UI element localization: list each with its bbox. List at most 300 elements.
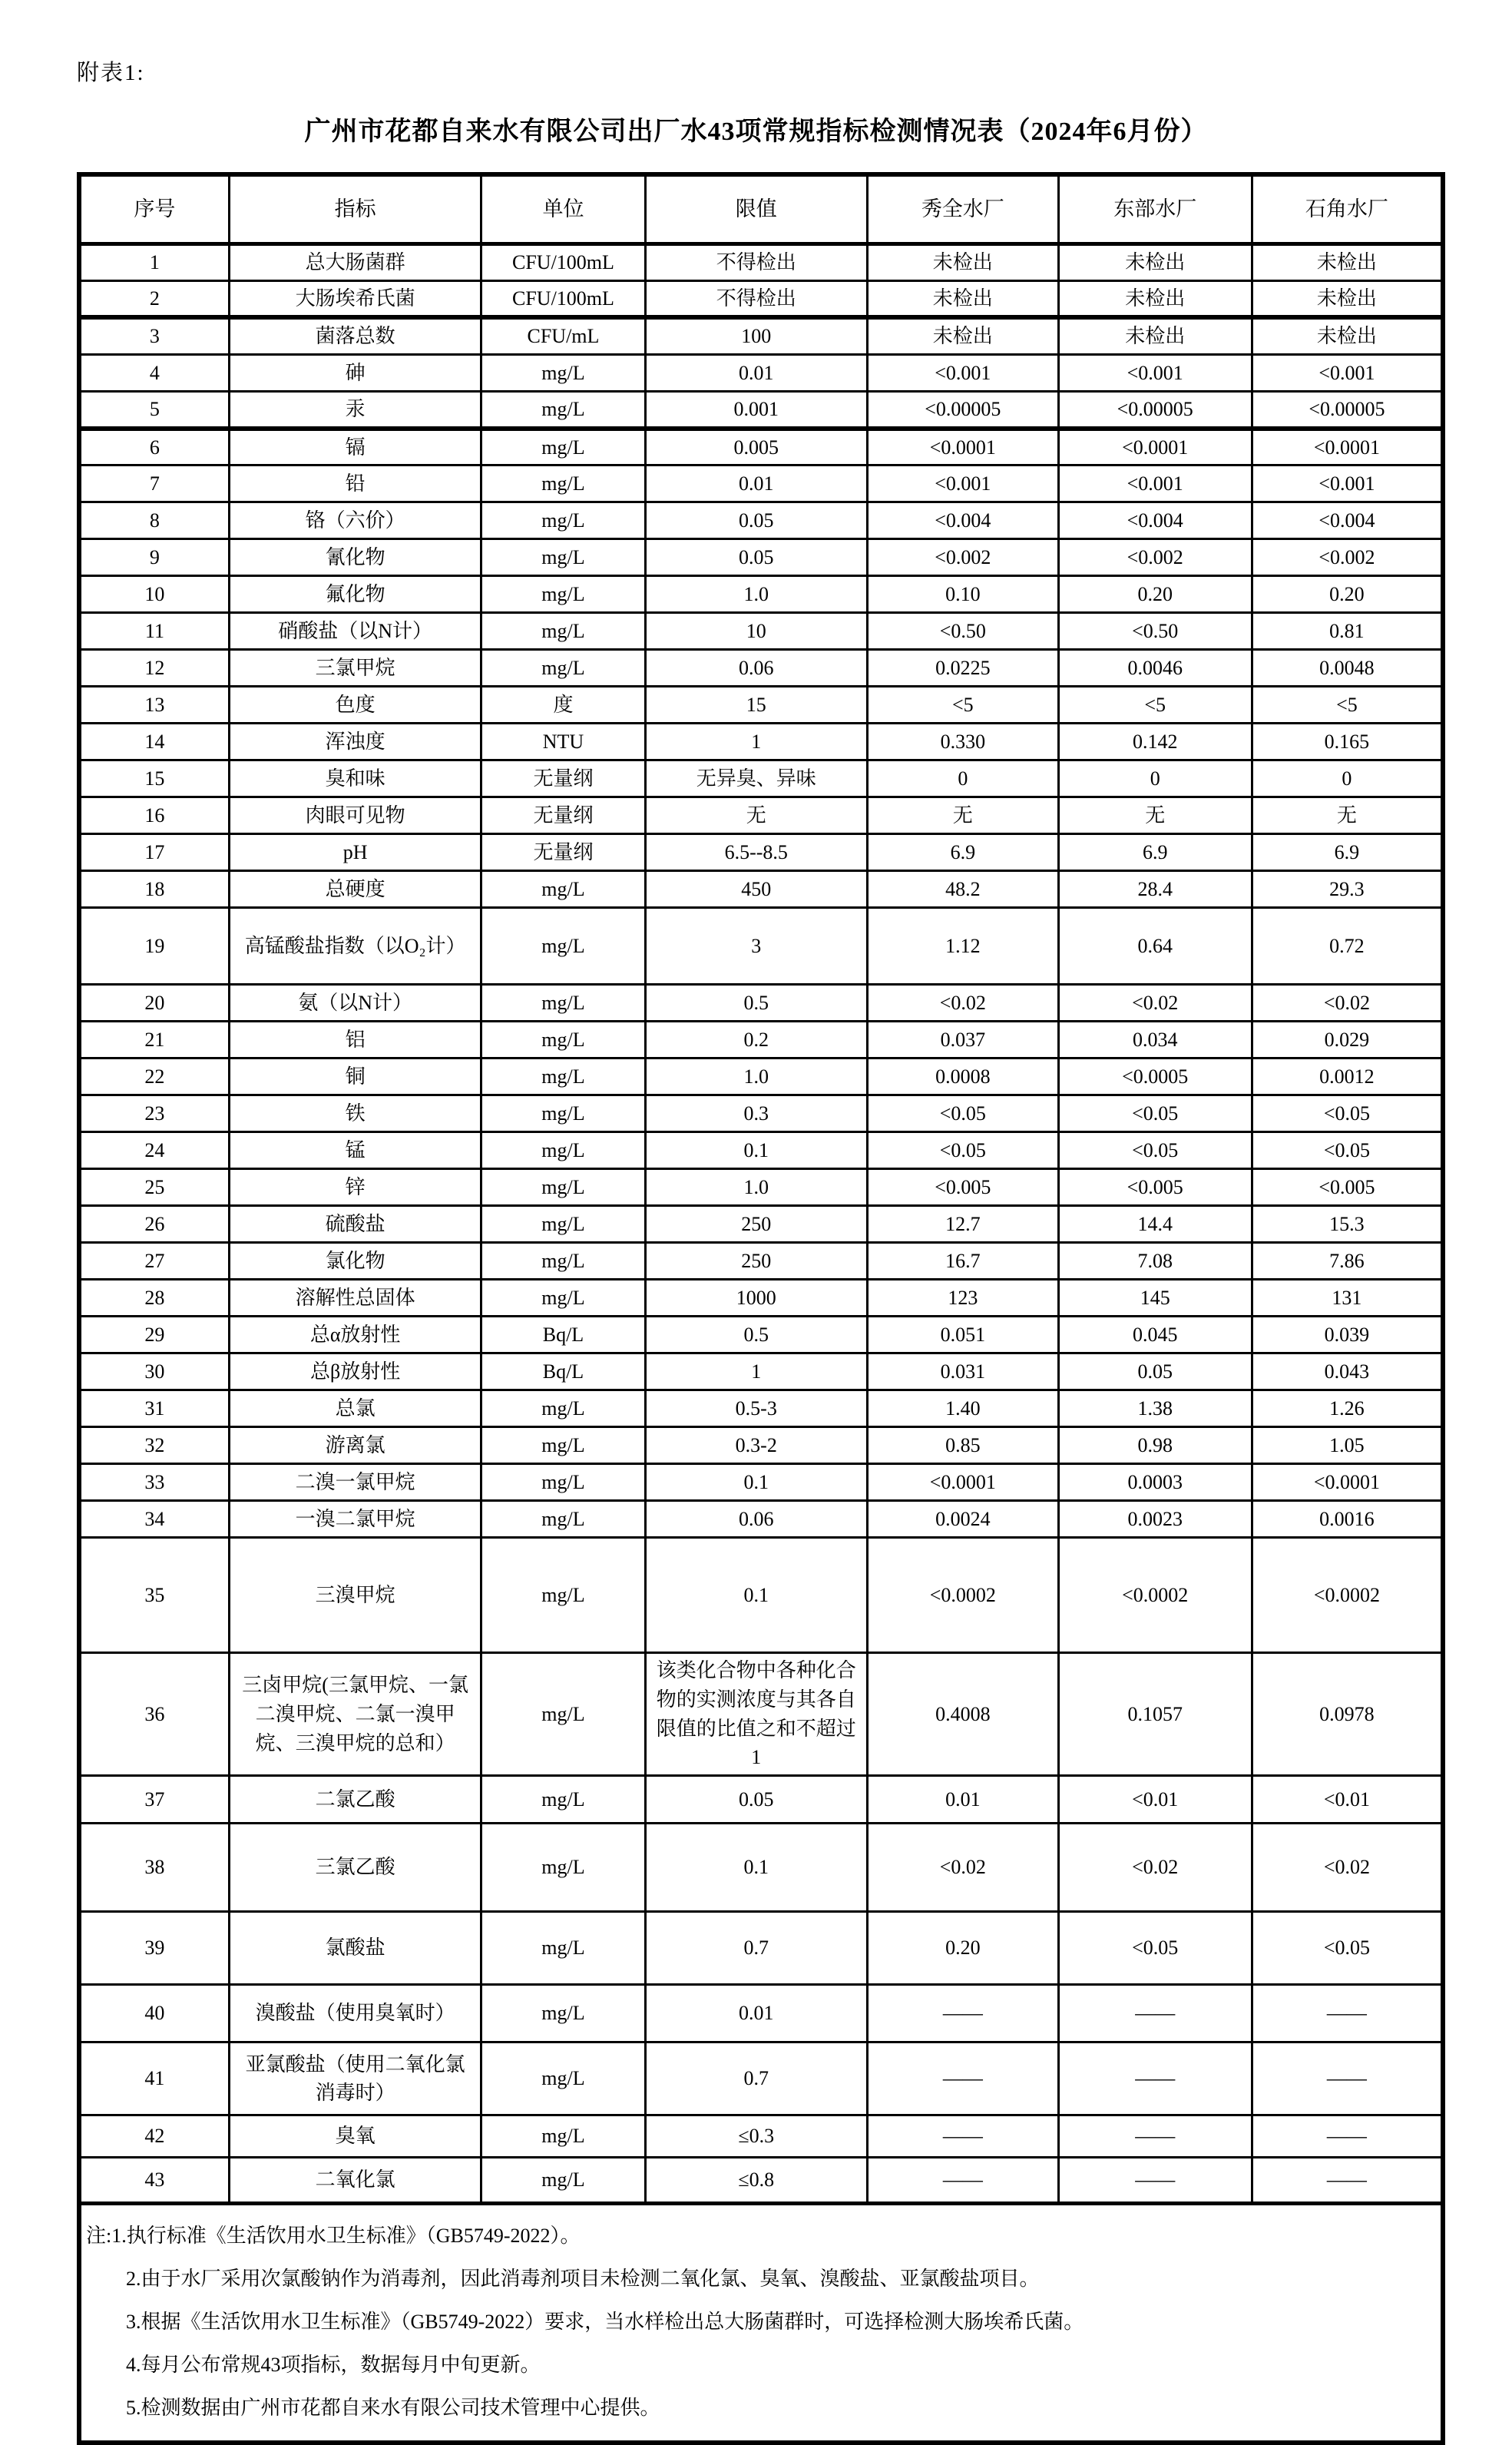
limit-cell: 不得检出 xyxy=(645,280,867,317)
xiuquan-value-cell: 48.2 xyxy=(868,871,1059,908)
shijiao-value-cell: 15.3 xyxy=(1252,1206,1443,1243)
table-row xyxy=(79,1464,1443,1501)
unit-cell: mg/L xyxy=(481,354,645,391)
shijiao-value-cell: 0.0048 xyxy=(1252,650,1443,687)
table-row xyxy=(79,650,1443,687)
indicator-cell: 二氧化氯 xyxy=(229,2158,481,2204)
unit-cell: mg/L xyxy=(481,1280,645,1317)
unit-cell: CFU/100mL xyxy=(481,280,645,317)
annex-label: 附表1: xyxy=(77,61,145,85)
table-row xyxy=(79,465,1443,502)
indicator-cell: 铬（六价） xyxy=(229,502,481,539)
dongbu-value-cell: <0.05 xyxy=(1058,1912,1252,1985)
table-row xyxy=(79,908,1443,985)
col-header-limit: 限值 xyxy=(645,174,867,244)
table-row xyxy=(79,797,1443,834)
shijiao-value-cell: <0.004 xyxy=(1252,502,1443,539)
dongbu-value-cell: 0.98 xyxy=(1058,1427,1252,1464)
shijiao-value-cell: <0.00005 xyxy=(1252,391,1443,428)
dongbu-value-cell: <0.05 xyxy=(1058,1132,1252,1169)
indicator-cell: 大肠埃希氏菌 xyxy=(229,280,481,317)
table-row xyxy=(79,834,1443,871)
dongbu-value-cell: 未检出 xyxy=(1058,244,1252,280)
shijiao-value-cell: 0.165 xyxy=(1252,724,1443,760)
unit-cell: Bq/L xyxy=(481,1317,645,1353)
limit-cell: 0.1 xyxy=(645,1464,867,1501)
limit-cell: 0.1 xyxy=(645,1824,867,1912)
table-row xyxy=(79,354,1443,391)
limit-cell: 0.05 xyxy=(645,1776,867,1824)
limit-cell: 0.06 xyxy=(645,650,867,687)
xiuquan-value-cell: <0.001 xyxy=(868,354,1059,391)
unit-cell: 无量纲 xyxy=(481,797,645,834)
table-row xyxy=(79,985,1443,1022)
xiuquan-value-cell: 0.85 xyxy=(868,1427,1059,1464)
shijiao-value-cell: 0.81 xyxy=(1252,613,1443,650)
table-body xyxy=(79,244,1443,2204)
xiuquan-value-cell: <0.00005 xyxy=(868,391,1059,428)
shijiao-value-cell: 未检出 xyxy=(1252,280,1443,317)
unit-cell: mg/L xyxy=(481,1022,645,1059)
dongbu-value-cell: 0.05 xyxy=(1058,1353,1252,1390)
unit-cell: mg/L xyxy=(481,1206,645,1243)
row-number-cell: 26 xyxy=(79,1206,229,1243)
xiuquan-value-cell: 0.051 xyxy=(868,1317,1059,1353)
row-number-cell: 1 xyxy=(79,244,229,280)
xiuquan-value-cell: 123 xyxy=(868,1280,1059,1317)
shijiao-value-cell: 0.039 xyxy=(1252,1317,1443,1353)
indicator-cell: 三溴甲烷 xyxy=(229,1538,481,1653)
limit-cell: 0.05 xyxy=(645,539,867,576)
table-row xyxy=(79,1390,1443,1427)
indicator-cell: 一溴二氯甲烷 xyxy=(229,1501,481,1538)
shijiao-value-cell: 0.029 xyxy=(1252,1022,1443,1059)
unit-cell: mg/L xyxy=(481,391,645,428)
xiuquan-value-cell: 未检出 xyxy=(868,280,1059,317)
indicator-cell: 游离氯 xyxy=(229,1427,481,1464)
shijiao-value-cell: 1.05 xyxy=(1252,1427,1443,1464)
limit-cell: 0.3 xyxy=(645,1095,867,1132)
row-number-cell: 3 xyxy=(79,317,229,354)
limit-cell: 0.01 xyxy=(645,1985,867,2042)
table-row xyxy=(79,1985,1443,2042)
xiuquan-value-cell: 12.7 xyxy=(868,1206,1059,1243)
indicator-cell: 三卤甲烷(三氯甲烷、一氯二溴甲烷、二氯一溴甲烷、三溴甲烷的总和） xyxy=(229,1653,481,1776)
table-row xyxy=(79,1317,1443,1353)
dongbu-value-cell: 0 xyxy=(1058,760,1252,797)
limit-cell: 0.01 xyxy=(645,465,867,502)
limit-cell: 无异臭、异味 xyxy=(645,760,867,797)
shijiao-value-cell: <0.002 xyxy=(1252,539,1443,576)
unit-cell: 无量纲 xyxy=(481,834,645,871)
shijiao-value-cell: 0.0012 xyxy=(1252,1059,1443,1095)
dongbu-value-cell: 未检出 xyxy=(1058,280,1252,317)
xiuquan-value-cell: 16.7 xyxy=(868,1243,1059,1280)
table-row xyxy=(79,1206,1443,1243)
table-row xyxy=(79,280,1443,317)
xiuquan-value-cell: 0.0225 xyxy=(868,650,1059,687)
limit-cell: 0.5 xyxy=(645,985,867,1022)
shijiao-value-cell: <0.0002 xyxy=(1252,1538,1443,1653)
xiuquan-value-cell: 未检出 xyxy=(868,317,1059,354)
row-number-cell: 33 xyxy=(79,1464,229,1501)
unit-cell: mg/L xyxy=(481,613,645,650)
shijiao-value-cell: <0.001 xyxy=(1252,465,1443,502)
shijiao-value-cell: —— xyxy=(1252,1985,1443,2042)
xiuquan-value-cell: 0.10 xyxy=(868,576,1059,613)
dongbu-value-cell: <0.002 xyxy=(1058,539,1252,576)
xiuquan-value-cell: —— xyxy=(868,1985,1059,2042)
table-row xyxy=(79,1095,1443,1132)
row-number-cell: 18 xyxy=(79,871,229,908)
shijiao-value-cell: 0.72 xyxy=(1252,908,1443,985)
notes-row xyxy=(79,2204,1443,2443)
indicator-cell: 铜 xyxy=(229,1059,481,1095)
unit-cell: mg/L xyxy=(481,2042,645,2115)
unit-cell: mg/L xyxy=(481,650,645,687)
dongbu-value-cell: 0.045 xyxy=(1058,1317,1252,1353)
shijiao-value-cell: —— xyxy=(1252,2158,1443,2204)
xiuquan-value-cell: <0.005 xyxy=(868,1169,1059,1206)
row-number-cell: 2 xyxy=(79,280,229,317)
indicator-cell: 总β放射性 xyxy=(229,1353,481,1390)
limit-cell: 1 xyxy=(645,724,867,760)
limit-cell: 0.1 xyxy=(645,1132,867,1169)
unit-cell: mg/L xyxy=(481,1912,645,1985)
indicator-cell: 铝 xyxy=(229,1022,481,1059)
dongbu-value-cell: 1.38 xyxy=(1058,1390,1252,1427)
table-row xyxy=(79,760,1443,797)
col-header-no: 序号 xyxy=(79,174,229,244)
limit-cell: 1.0 xyxy=(645,576,867,613)
limit-cell: 0.01 xyxy=(645,354,867,391)
dongbu-value-cell: <0.50 xyxy=(1058,613,1252,650)
table-row xyxy=(79,1243,1443,1280)
row-number-cell: 37 xyxy=(79,1776,229,1824)
unit-cell: mg/L xyxy=(481,539,645,576)
dongbu-value-cell: 14.4 xyxy=(1058,1206,1252,1243)
unit-cell: mg/L xyxy=(481,908,645,985)
indicator-cell: 镉 xyxy=(229,429,481,465)
xiuquan-value-cell: <0.02 xyxy=(868,985,1059,1022)
limit-cell: 不得检出 xyxy=(645,244,867,280)
limit-cell: 450 xyxy=(645,871,867,908)
note-line-4: 4.每月公布常规43项指标，数据每月中旬更新。 xyxy=(126,2353,541,2376)
xiuquan-value-cell: 0.037 xyxy=(868,1022,1059,1059)
row-number-cell: 14 xyxy=(79,724,229,760)
xiuquan-value-cell: —— xyxy=(868,2158,1059,2204)
limit-cell: 0.5 xyxy=(645,1317,867,1353)
table-row xyxy=(79,317,1443,354)
shijiao-value-cell: 1.26 xyxy=(1252,1390,1443,1427)
xiuquan-value-cell: <0.004 xyxy=(868,502,1059,539)
dongbu-value-cell: 0.034 xyxy=(1058,1022,1252,1059)
row-number-cell: 5 xyxy=(79,391,229,428)
col-header-xiuquan-plant: 秀全水厂 xyxy=(868,174,1059,244)
row-number-cell: 22 xyxy=(79,1059,229,1095)
table-row xyxy=(79,391,1443,428)
indicator-cell: 氯酸盐 xyxy=(229,1912,481,1985)
table-row xyxy=(79,539,1443,576)
dongbu-value-cell: 7.08 xyxy=(1058,1243,1252,1280)
dongbu-value-cell: 6.9 xyxy=(1058,834,1252,871)
xiuquan-value-cell: 0.0008 xyxy=(868,1059,1059,1095)
shijiao-value-cell: 7.86 xyxy=(1252,1243,1443,1280)
dongbu-value-cell: 0.0003 xyxy=(1058,1464,1252,1501)
table-row xyxy=(79,1538,1443,1653)
row-number-cell: 24 xyxy=(79,1132,229,1169)
table-row xyxy=(79,1169,1443,1206)
shijiao-value-cell: 0 xyxy=(1252,760,1443,797)
table-row xyxy=(79,429,1443,465)
limit-cell: 0.06 xyxy=(645,1501,867,1538)
unit-cell: mg/L xyxy=(481,1464,645,1501)
row-number-cell: 30 xyxy=(79,1353,229,1390)
limit-cell: 该类化合物中各种化合物的实测浓度与其各自限值的比值之和不超过1 xyxy=(645,1653,867,1776)
row-number-cell: 8 xyxy=(79,502,229,539)
row-number-cell: 17 xyxy=(79,834,229,871)
unit-cell: mg/L xyxy=(481,576,645,613)
xiuquan-value-cell: 0.4008 xyxy=(868,1653,1059,1776)
col-header-indicator: 指标 xyxy=(229,174,481,244)
xiuquan-value-cell: 1.40 xyxy=(868,1390,1059,1427)
unit-cell: NTU xyxy=(481,724,645,760)
row-number-cell: 12 xyxy=(79,650,229,687)
col-header-unit: 单位 xyxy=(481,174,645,244)
table-row xyxy=(79,1280,1443,1317)
shijiao-value-cell: <0.05 xyxy=(1252,1912,1443,1985)
unit-cell: mg/L xyxy=(481,1501,645,1538)
dongbu-value-cell: 0.64 xyxy=(1058,908,1252,985)
unit-cell: mg/L xyxy=(481,1059,645,1095)
indicator-cell: 硫酸盐 xyxy=(229,1206,481,1243)
table-row xyxy=(79,1912,1443,1985)
limit-cell: 6.5--8.5 xyxy=(645,834,867,871)
dongbu-value-cell: 未检出 xyxy=(1058,317,1252,354)
unit-cell: mg/L xyxy=(481,1538,645,1653)
indicator-cell: 三氯甲烷 xyxy=(229,650,481,687)
xiuquan-value-cell: <0.0001 xyxy=(868,1464,1059,1501)
shijiao-value-cell: —— xyxy=(1252,2115,1443,2158)
row-number-cell: 36 xyxy=(79,1653,229,1776)
table-row xyxy=(79,1501,1443,1538)
unit-cell: mg/L xyxy=(481,985,645,1022)
row-number-cell: 16 xyxy=(79,797,229,834)
indicator-cell: 锰 xyxy=(229,1132,481,1169)
indicator-cell: 臭氧 xyxy=(229,2115,481,2158)
limit-cell: 15 xyxy=(645,687,867,724)
indicator-cell: 二溴一氯甲烷 xyxy=(229,1464,481,1501)
unit-cell: CFU/100mL xyxy=(481,244,645,280)
shijiao-value-cell: 0.043 xyxy=(1252,1353,1443,1390)
xiuquan-value-cell: 0.031 xyxy=(868,1353,1059,1390)
dongbu-value-cell: <0.02 xyxy=(1058,985,1252,1022)
indicator-cell: pH xyxy=(229,834,481,871)
shijiao-value-cell: 0.0016 xyxy=(1252,1501,1443,1538)
table-row xyxy=(79,2158,1443,2204)
col-header-dongbu-plant: 东部水厂 xyxy=(1058,174,1252,244)
indicator-cell: 三氯乙酸 xyxy=(229,1824,481,1912)
row-number-cell: 31 xyxy=(79,1390,229,1427)
unit-cell: mg/L xyxy=(481,1390,645,1427)
xiuquan-value-cell: —— xyxy=(868,2115,1059,2158)
limit-cell: 1.0 xyxy=(645,1169,867,1206)
limit-cell: 0.5-3 xyxy=(645,1390,867,1427)
limit-cell: 0.005 xyxy=(645,429,867,465)
limit-cell: 0.1 xyxy=(645,1538,867,1653)
table-row xyxy=(79,724,1443,760)
table-row xyxy=(79,613,1443,650)
notes-section xyxy=(79,2204,1443,2443)
table-row xyxy=(79,1653,1443,1776)
dongbu-value-cell: —— xyxy=(1058,2042,1252,2115)
unit-cell: mg/L xyxy=(481,465,645,502)
table-row xyxy=(79,2042,1443,2115)
shijiao-value-cell: <0.05 xyxy=(1252,1095,1443,1132)
xiuquan-value-cell: <0.001 xyxy=(868,465,1059,502)
shijiao-value-cell: 131 xyxy=(1252,1280,1443,1317)
limit-cell: 100 xyxy=(645,317,867,354)
note-line-2: 2.由于水厂采用次氯酸钠作为消毒剂，因此消毒剂项目未检测二氧化氯、臭氧、溴酸盐、亚氯酸盐项目。 xyxy=(126,2268,1040,2291)
row-number-cell: 6 xyxy=(79,429,229,465)
col-header-shijiao-plant: 石角水厂 xyxy=(1252,174,1443,244)
shijiao-value-cell: 29.3 xyxy=(1252,871,1443,908)
indicator-cell: 总硬度 xyxy=(229,871,481,908)
dongbu-value-cell: 28.4 xyxy=(1058,871,1252,908)
indicator-cell: 臭和味 xyxy=(229,760,481,797)
dongbu-value-cell: <0.02 xyxy=(1058,1824,1252,1912)
dongbu-value-cell: <0.01 xyxy=(1058,1776,1252,1824)
indicator-cell: 锌 xyxy=(229,1169,481,1206)
unit-cell: mg/L xyxy=(481,871,645,908)
table-row xyxy=(79,576,1443,613)
xiuquan-value-cell: 1.12 xyxy=(868,908,1059,985)
shijiao-value-cell: 未检出 xyxy=(1252,317,1443,354)
indicator-cell: 总大肠菌群 xyxy=(229,244,481,280)
table-row xyxy=(79,1353,1443,1390)
unit-cell: mg/L xyxy=(481,1824,645,1912)
xiuquan-value-cell: 0.01 xyxy=(868,1776,1059,1824)
row-number-cell: 27 xyxy=(79,1243,229,1280)
row-number-cell: 38 xyxy=(79,1824,229,1912)
dongbu-value-cell: —— xyxy=(1058,2115,1252,2158)
indicator-cell: 浑浊度 xyxy=(229,724,481,760)
unit-cell: CFU/mL xyxy=(481,317,645,354)
unit-cell: 无量纲 xyxy=(481,760,645,797)
indicator-cell: 溴酸盐（使用臭氧时） xyxy=(229,1985,481,2042)
row-number-cell: 13 xyxy=(79,687,229,724)
shijiao-value-cell: <0.05 xyxy=(1252,1132,1443,1169)
table-row xyxy=(79,1776,1443,1824)
shijiao-value-cell: <0.02 xyxy=(1252,985,1443,1022)
xiuquan-value-cell: <0.002 xyxy=(868,539,1059,576)
xiuquan-value-cell: 0.330 xyxy=(868,724,1059,760)
indicator-cell: 硝酸盐（以N计） xyxy=(229,613,481,650)
row-number-cell: 43 xyxy=(79,2158,229,2204)
dongbu-value-cell: 0.1057 xyxy=(1058,1653,1252,1776)
limit-cell: ≤0.3 xyxy=(645,2115,867,2158)
row-number-cell: 25 xyxy=(79,1169,229,1206)
table-row xyxy=(79,871,1443,908)
row-number-cell: 35 xyxy=(79,1538,229,1653)
limit-cell: 1 xyxy=(645,1353,867,1390)
indicator-cell: 氟化物 xyxy=(229,576,481,613)
row-number-cell: 9 xyxy=(79,539,229,576)
shijiao-value-cell: —— xyxy=(1252,2042,1443,2115)
indicator-cell: 砷 xyxy=(229,354,481,391)
row-number-cell: 42 xyxy=(79,2115,229,2158)
dongbu-value-cell: —— xyxy=(1058,2158,1252,2204)
limit-cell: 1000 xyxy=(645,1280,867,1317)
limit-cell: 0.001 xyxy=(645,391,867,428)
shijiao-value-cell: <0.0001 xyxy=(1252,1464,1443,1501)
indicator-cell: 菌落总数 xyxy=(229,317,481,354)
xiuquan-value-cell: <0.50 xyxy=(868,613,1059,650)
xiuquan-value-cell: 无 xyxy=(868,797,1059,834)
indicator-cell: 铅 xyxy=(229,465,481,502)
unit-cell: mg/L xyxy=(481,1653,645,1776)
unit-cell: mg/L xyxy=(481,1243,645,1280)
indicator-cell: 亚氯酸盐（使用二氧化氯消毒时） xyxy=(229,2042,481,2115)
unit-cell: mg/L xyxy=(481,1169,645,1206)
shijiao-value-cell: <0.02 xyxy=(1252,1824,1443,1912)
limit-cell: ≤0.8 xyxy=(645,2158,867,2204)
row-number-cell: 15 xyxy=(79,760,229,797)
row-number-cell: 41 xyxy=(79,2042,229,2115)
indicator-cell: 氨（以N计） xyxy=(229,985,481,1022)
indicator-cell: 色度 xyxy=(229,687,481,724)
dongbu-value-cell: <0.0002 xyxy=(1058,1538,1252,1653)
row-number-cell: 23 xyxy=(79,1095,229,1132)
limit-cell: 0.05 xyxy=(645,502,867,539)
dongbu-value-cell: <5 xyxy=(1058,687,1252,724)
xiuquan-value-cell: <5 xyxy=(868,687,1059,724)
indicator-cell: 溶解性总固体 xyxy=(229,1280,481,1317)
dongbu-value-cell: <0.0001 xyxy=(1058,429,1252,465)
table-row xyxy=(79,1427,1443,1464)
xiuquan-value-cell: 0 xyxy=(868,760,1059,797)
table-row xyxy=(79,244,1443,280)
unit-cell: mg/L xyxy=(481,1776,645,1824)
shijiao-value-cell: <0.001 xyxy=(1252,354,1443,391)
dongbu-value-cell: —— xyxy=(1058,1985,1252,2042)
unit-cell: Bq/L xyxy=(481,1353,645,1390)
limit-cell: 0.2 xyxy=(645,1022,867,1059)
table-row xyxy=(79,502,1443,539)
indicator-cell: 总α放射性 xyxy=(229,1317,481,1353)
unit-cell: 度 xyxy=(481,687,645,724)
row-number-cell: 10 xyxy=(79,576,229,613)
row-number-cell: 20 xyxy=(79,985,229,1022)
row-number-cell: 40 xyxy=(79,1985,229,2042)
row-number-cell: 11 xyxy=(79,613,229,650)
water-quality-table xyxy=(77,172,1445,2445)
unit-cell: mg/L xyxy=(481,1985,645,2042)
shijiao-value-cell: 未检出 xyxy=(1252,244,1443,280)
xiuquan-value-cell: 0.20 xyxy=(868,1912,1059,1985)
note-line-3: 3.根据《生活饮用水卫生标准》（GB5749-2022）要求，当水样检出总大肠菌群时，可选择检测大肠埃希氏菌。 xyxy=(126,2311,1084,2334)
indicator-cell: 氯化物 xyxy=(229,1243,481,1280)
table-row xyxy=(79,687,1443,724)
table-row xyxy=(79,1022,1443,1059)
shijiao-value-cell: 6.9 xyxy=(1252,834,1443,871)
row-number-cell: 29 xyxy=(79,1317,229,1353)
dongbu-value-cell: <0.0005 xyxy=(1058,1059,1252,1095)
dongbu-value-cell: <0.001 xyxy=(1058,465,1252,502)
dongbu-value-cell: <0.00005 xyxy=(1058,391,1252,428)
shijiao-value-cell: <0.0001 xyxy=(1252,429,1443,465)
indicator-cell: 汞 xyxy=(229,391,481,428)
